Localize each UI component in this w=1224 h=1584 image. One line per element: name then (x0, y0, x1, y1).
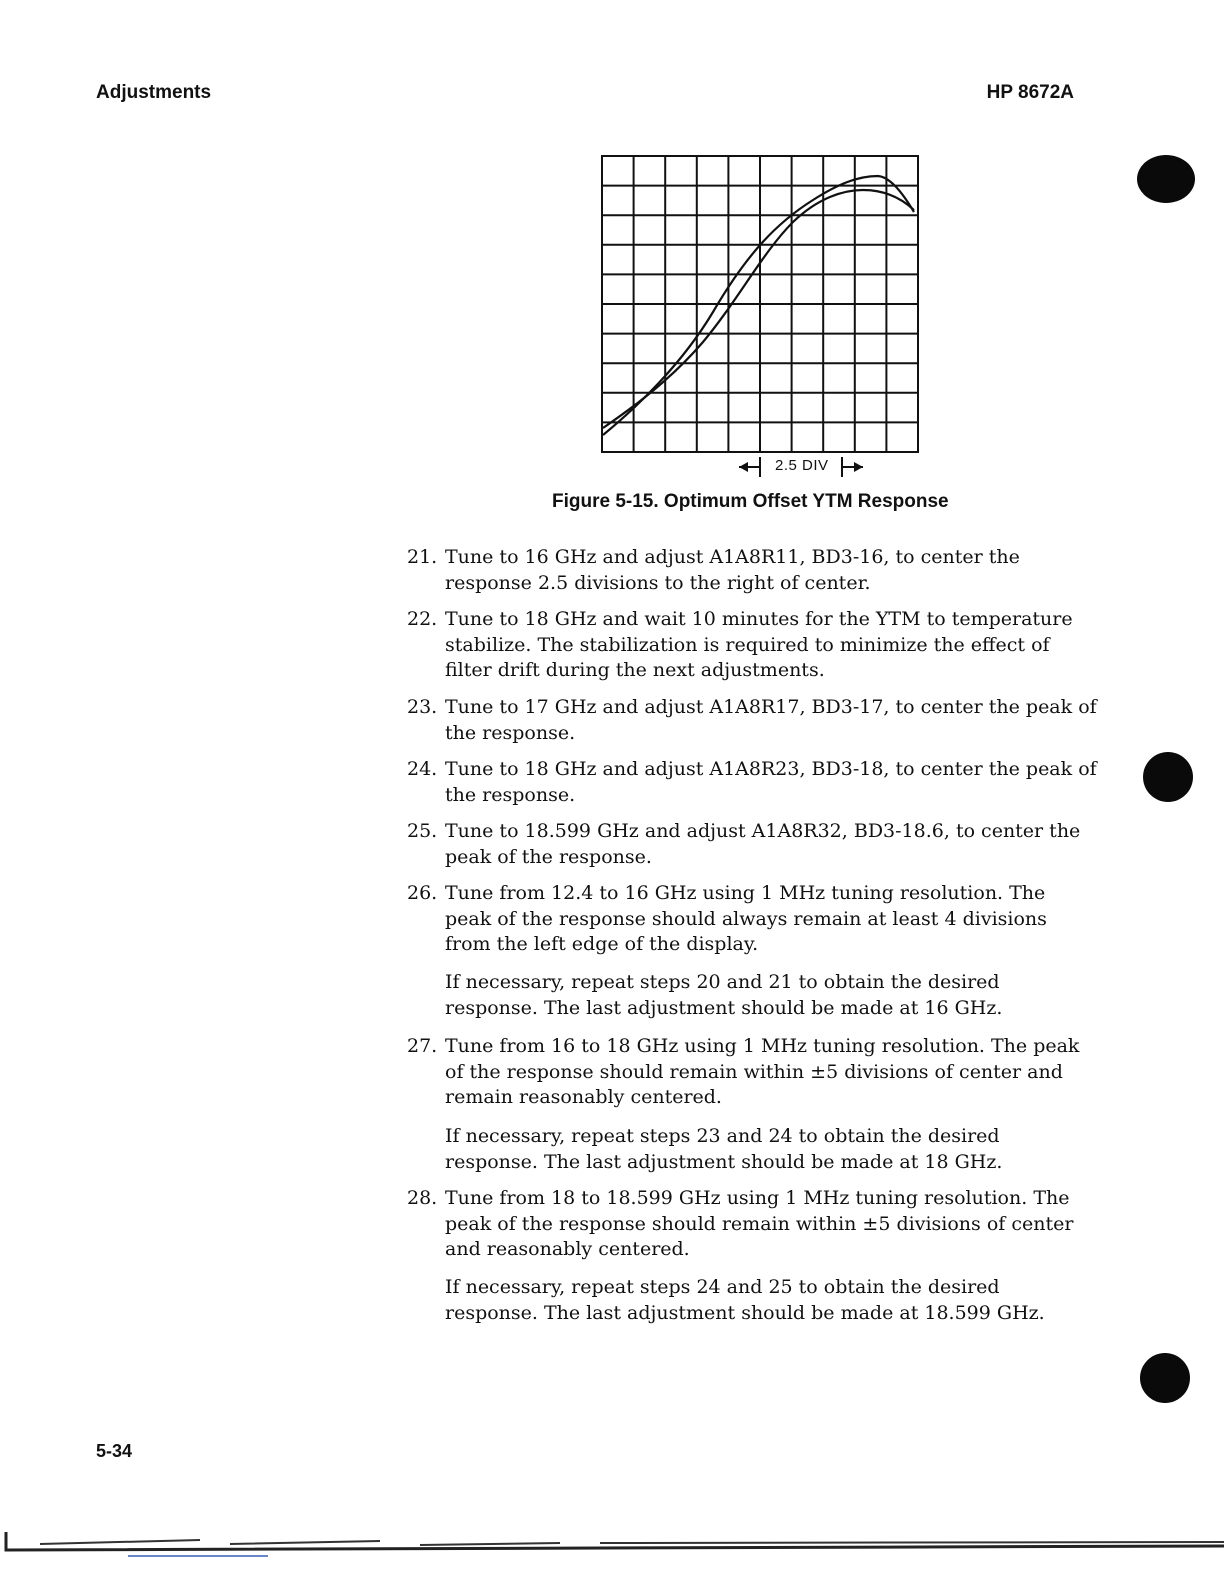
binder-hole-icon (1143, 752, 1193, 802)
scan-edge-artifact (0, 1510, 1224, 1584)
step-text: Tune to 18 GHz and adjust A1A8R23, BD3-18, to center the peak of the response. (445, 758, 1097, 806)
procedure-step (407, 1034, 1097, 1111)
step-text: Tune from 18 to 18.599 GHz using 1 MHz tuning resolution. The peak of the response should remain within ±5 divisions of center and reasonably centered. (445, 1187, 1074, 1260)
step-number: 23. (407, 696, 438, 718)
step-text: Tune from 12.4 to 16 GHz using 1 MHz tuning resolution. The peak of the response should always remain at least 4 divisions from the left edge of the display. (445, 882, 1047, 955)
step-number: 24. (407, 758, 438, 780)
right-arrow-icon (837, 455, 867, 479)
procedure-step (407, 1186, 1097, 1263)
ytm-response-graticule (598, 152, 924, 456)
step-note: If necessary, repeat steps 23 and 24 to obtain the desired response. The last adjustment should be made at 18 GHz. (445, 1125, 1003, 1173)
step-number: 21. (407, 546, 438, 568)
step-number: 27. (407, 1035, 438, 1057)
figure-caption: Figure 5-15. Optimum Offset YTM Response (552, 491, 949, 512)
left-arrow-icon (735, 455, 765, 479)
step-text: Tune to 18 GHz and wait 10 minutes for the YTM to temperature stabilize. The stabilization is required to minimize the effect of filter drift during the next adjustments. (445, 608, 1073, 681)
step-note: If necessary, repeat steps 20 and 21 to obtain the desired response. The last adjustment should be made at 16 GHz. (445, 971, 1003, 1019)
procedure-step (407, 545, 1097, 596)
scale-indicator (735, 455, 865, 479)
procedure-step (407, 819, 1097, 870)
step-number: 25. (407, 820, 438, 842)
step-number: 22. (407, 608, 438, 630)
step-text: Tune to 16 GHz and adjust A1A8R11, BD3-16, to center the response 2.5 divisions to the right of center. (445, 546, 1020, 594)
running-header-section: Adjustments (96, 82, 212, 103)
step-number: 28. (407, 1187, 438, 1209)
page-number: 5-34 (96, 1441, 133, 1461)
procedure-step (407, 757, 1097, 808)
procedure-step (407, 607, 1097, 684)
running-header-model: HP 8672A (986, 82, 1074, 103)
step-text: Tune to 17 GHz and adjust A1A8R17, BD3-17, to center the peak of the response. (445, 696, 1097, 744)
graticule-grid (602, 156, 918, 452)
step-text: Tune to 18.599 GHz and adjust A1A8R32, BD3-18.6, to center the peak of the response. (445, 820, 1081, 868)
procedure-step (407, 695, 1097, 746)
step-note: If necessary, repeat steps 24 and 25 to obtain the desired response. The last adjustment should be made at 18.599 GHz. (445, 1276, 1045, 1324)
binder-hole-icon (1137, 155, 1195, 203)
step-text: Tune from 16 to 18 GHz using 1 MHz tuning resolution. The peak of the response should remain within ±5 divisions of center and remain reasonably centered. (445, 1035, 1080, 1108)
procedure-step (407, 881, 1097, 958)
step-number: 26. (407, 882, 438, 904)
binder-hole-icon (1140, 1353, 1190, 1403)
scale-label: 2.5 DIV (775, 457, 829, 474)
